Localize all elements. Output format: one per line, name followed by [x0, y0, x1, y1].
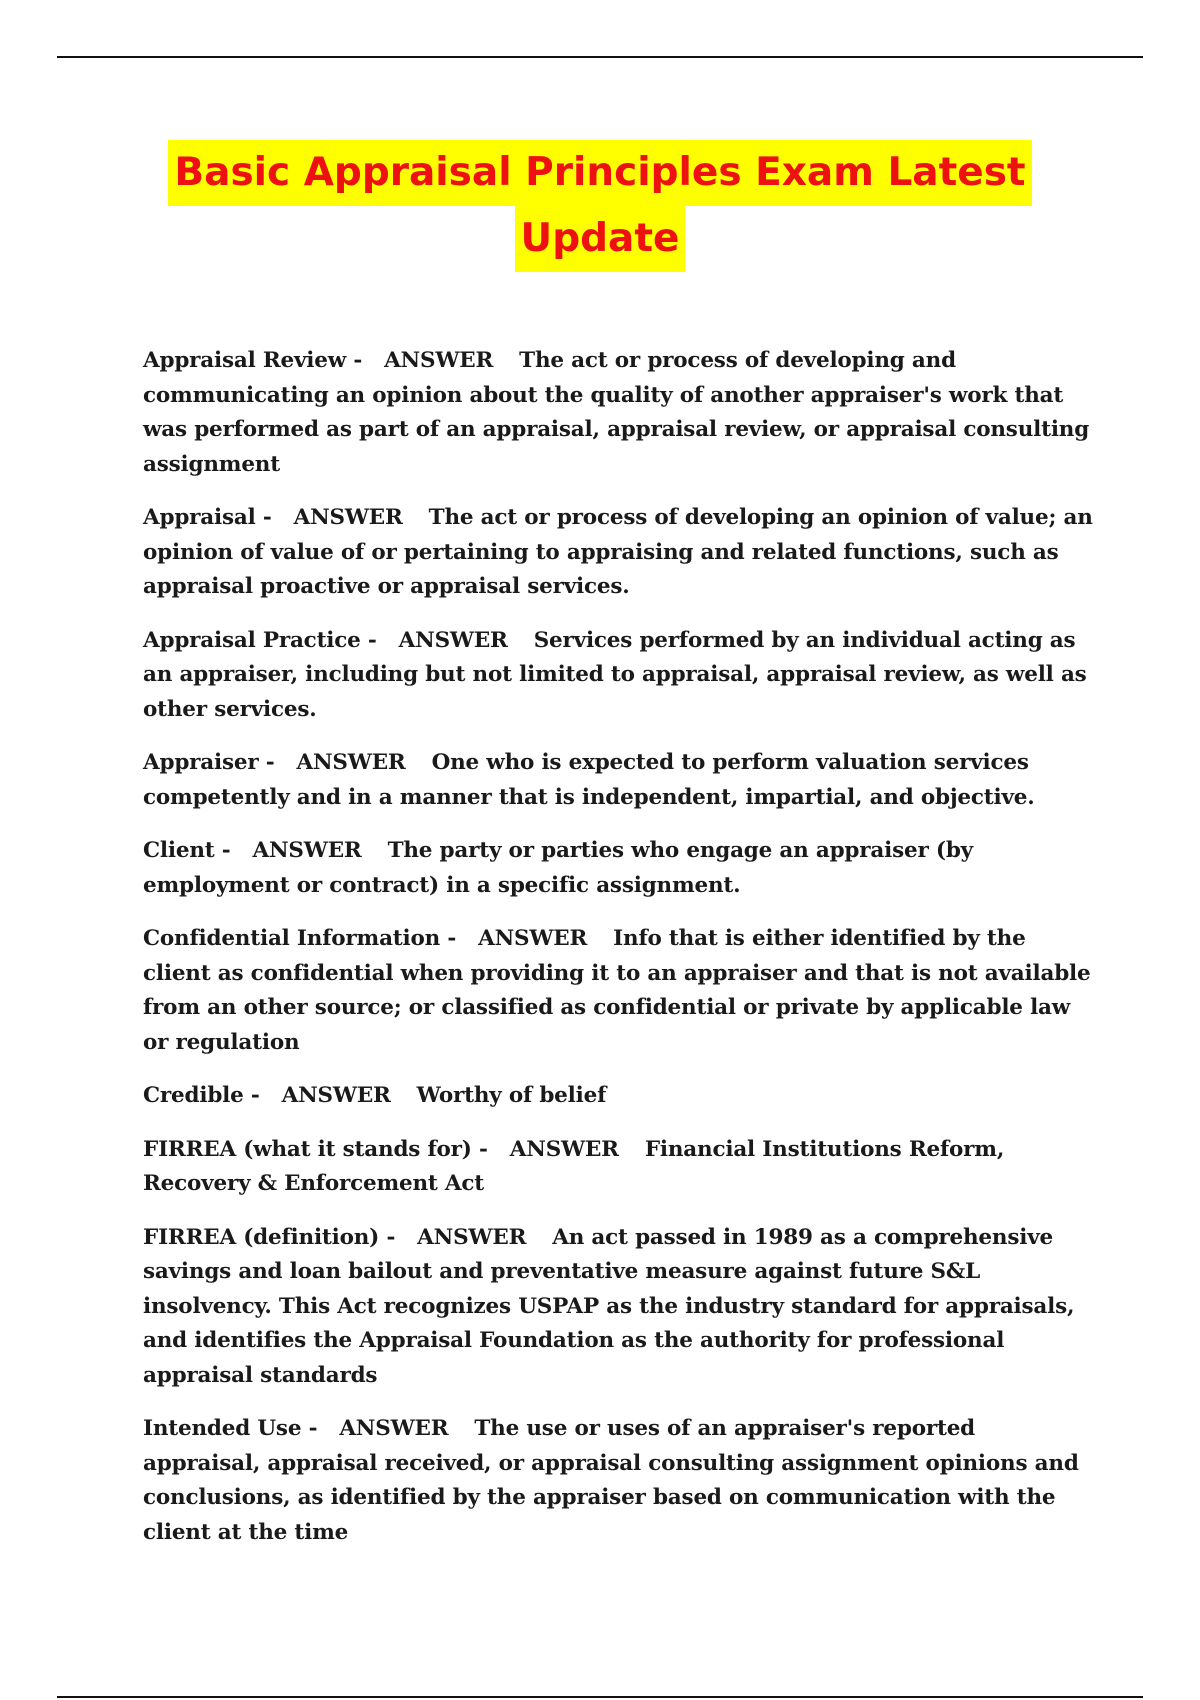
answer-label: ANSWER	[296, 750, 406, 775]
document-title	[0, 140, 1200, 272]
top-rule	[57, 56, 1143, 58]
entry-term: FIRREA (what it stands for) -	[143, 1136, 488, 1162]
entry-definition: Services performed by an individual acting as an appraiser, including but not limited to appraisal, appraisal review, as well as other services.	[143, 627, 1087, 722]
glossary-entry	[143, 624, 1093, 728]
entry-definition: One who is expected to perform valuation services competently and in a manner that is independent, impartial, and objective.	[143, 750, 1035, 810]
glossary-entry	[143, 834, 1093, 903]
entry-term: Appraisal -	[143, 505, 272, 530]
entry-term: Intended Use -	[143, 1416, 318, 1441]
entry-term: Credible -	[143, 1083, 260, 1108]
glossary-entry	[143, 1412, 1093, 1550]
glossary-entry	[143, 344, 1093, 482]
glossary-entry	[143, 1133, 1093, 1202]
glossary-entry	[143, 922, 1093, 1060]
answer-label: ANSWER	[252, 838, 362, 863]
answer-label: ANSWER	[281, 1083, 391, 1108]
entry-definition: The act or process of developing an opinion of value; an opinion of value of or pertaining to appraising and related functions, such as appraisal proactive or appraisal services.	[143, 505, 1093, 599]
entry-term: Appraisal Practice -	[143, 627, 377, 653]
entry-definition: Financial Institutions Reform, Recovery & Enforcement Act	[143, 1136, 1005, 1196]
entry-definition: The act or process of developing and communicating an opinion about the quality of another appraiser's work that was performed as part of an appraisal, appraisal review, or appraisal consulting assignment	[143, 348, 1090, 477]
glossary-entry	[143, 746, 1093, 815]
entry-definition: The use or uses of an appraiser's reported appraisal, appraisal received, or appraisal consulting assignment opinions and conclusions, as identified by the appraiser based on communication with the client at the time	[143, 1416, 1079, 1545]
entry-definition: The party or parties who engage an appraiser (by employment or contract) in a specific assignment.	[143, 838, 973, 898]
glossary-entry	[143, 1079, 1093, 1114]
bottom-rule	[57, 1696, 1143, 1698]
entry-term: Client -	[143, 838, 231, 863]
entry-definition: Info that is either identified by the client as confidential when providing it to an appraiser and that is not available from an other source; or classified as confidential or private by applicable law or regulation	[143, 926, 1091, 1055]
answer-label: ANSWER	[384, 348, 494, 373]
entry-term: Appraisal Review -	[143, 348, 363, 373]
title-line-1: Basic Appraisal Principles Exam Latest	[168, 140, 1031, 206]
entry-term: Confidential Information -	[143, 926, 457, 951]
answer-label: ANSWER	[478, 926, 588, 951]
entry-definition: An act passed in 1989 as a comprehensive savings and loan bailout and preventative measure against future S&L insolvency. This Act recognizes USPAP as the industry standard for appraisals, and identifies the Appraisal Foundation as the authority for professional appraisal standards	[143, 1224, 1075, 1388]
glossary-entry	[143, 501, 1093, 605]
entry-term: FIRREA (definition) -	[143, 1224, 396, 1250]
entry-term: Appraiser -	[143, 750, 275, 775]
entry-definition: Worthy of belief	[416, 1083, 607, 1108]
title-line-2: Update	[515, 206, 686, 272]
answer-label: ANSWER	[398, 627, 508, 653]
answer-label: ANSWER	[509, 1136, 619, 1162]
answer-label: ANSWER	[293, 505, 403, 530]
answer-label: ANSWER	[417, 1224, 527, 1250]
glossary-entry	[143, 1221, 1093, 1394]
glossary-list	[143, 344, 1093, 1569]
answer-label: ANSWER	[339, 1416, 449, 1441]
